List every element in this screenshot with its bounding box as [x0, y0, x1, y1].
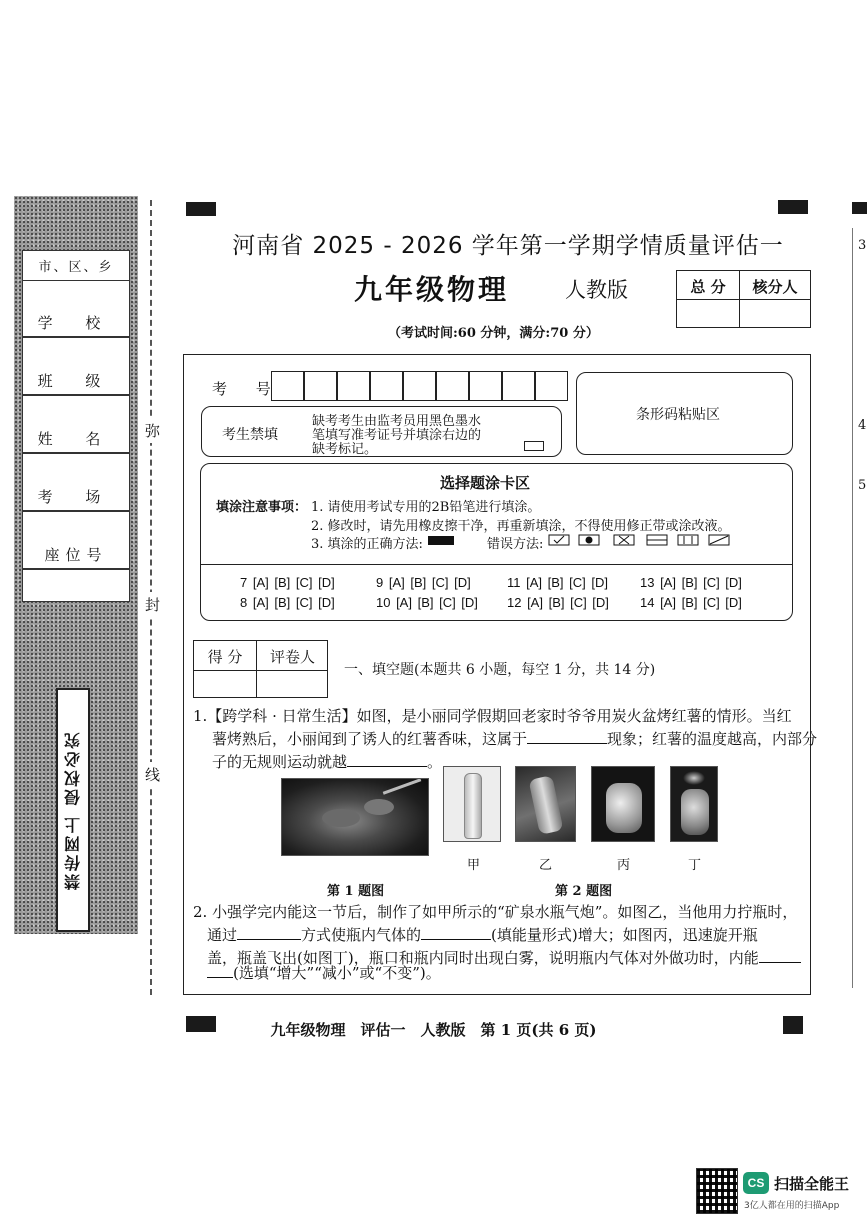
checker-cell[interactable] [740, 300, 811, 328]
wrong-mark-dot [579, 535, 599, 545]
exam-number-cell[interactable] [535, 371, 568, 401]
alignment-mark [186, 202, 216, 216]
copyright-warning-box [56, 688, 90, 932]
question-1-line [212, 751, 442, 774]
figure-label: 甲 [467, 858, 481, 873]
choice-question-options[interactable]: 10 [A] [B] [C] [D] [376, 595, 478, 610]
exam-number-cell[interactable] [370, 371, 403, 401]
question-2-text: (选填“增大”“减小”或“不变”)。 [233, 964, 441, 982]
absent-mark-box[interactable] [524, 441, 544, 451]
question-2-line [207, 924, 758, 947]
question-1-text: 。 [427, 753, 443, 771]
choice-question-options[interactable]: 9 [A] [B] [C] [D] [376, 575, 471, 590]
grader-header: 评卷人 [269, 648, 315, 666]
bottle-photo-a [443, 766, 501, 842]
field-divider [23, 395, 129, 396]
choice-question-options[interactable]: 14 [A] [B] [C] [D] [640, 595, 742, 610]
question-1-text: 子的无规则运动就越 [212, 753, 348, 771]
question-2-text: 方式使瓶内气体的 [301, 926, 422, 944]
next-page-number: 3 [858, 238, 867, 253]
wrong-fill-examples [548, 533, 732, 549]
field-divider [23, 337, 129, 338]
choice-question-options[interactable]: 11 [A] [B] [C] [D] [507, 575, 608, 590]
choice-question-options[interactable]: 7 [A] [B] [C] [D] [240, 575, 335, 590]
wrong-mark-slash [709, 535, 729, 545]
mist-shape [683, 771, 705, 785]
bottle-photo-b [515, 766, 576, 842]
wrong-mark-line [647, 535, 667, 545]
total-score-cell[interactable] [677, 300, 739, 328]
question-1-line: 1.【跨学科 · 日常生活】如图，是小丽同学假期回老家时爷爷用炭火盆烤红薯的情形。当红 [193, 707, 792, 725]
grader-table [193, 640, 328, 698]
exam-info: （考试时间:60 分钟，满分:70 分） [388, 326, 599, 341]
answer-blank[interactable] [421, 926, 491, 940]
exam-number-cell[interactable] [502, 371, 535, 401]
copyright-warning: 禁传网上 侵权必究 [63, 729, 83, 891]
field-class: 班 级 [23, 367, 129, 395]
field-room: 考 场 [23, 483, 129, 511]
bottle-shape [464, 773, 482, 839]
answer-blank[interactable] [759, 949, 801, 963]
field-seat: 座位号 [23, 541, 129, 569]
total-score-header: 总 分 [690, 278, 726, 296]
question-2-line: 2. 小强学完内能这一节后，制作了如甲所示的“矿泉水瓶气炮”。如图乙，当他用力拧瓶时， [193, 903, 798, 921]
score-header: 得 分 [207, 648, 243, 666]
choice-question-options[interactable]: 12 [A] [B] [C] [D] [507, 595, 609, 610]
grader-cell[interactable] [257, 671, 328, 698]
bottle-photo-c [591, 766, 655, 842]
question-1-line [212, 728, 817, 751]
question-2-text: (填能量形式)增大；如图丙，迅速旋开瓶 [491, 926, 758, 944]
barcode-label: 条形码粘贴区 [636, 407, 720, 423]
exam-title: 河南省 2025 - 2026 学年第一学期学情质量评估一 [232, 233, 784, 259]
exam-number-cell[interactable] [403, 371, 436, 401]
scanner-badge-text: CS [747, 1176, 765, 1190]
choice-area-divider [200, 564, 793, 565]
page-footer: 九年级物理 评估一 人教版 第 1 页(共 6 页) [270, 1021, 597, 1039]
tongs-shape [383, 778, 422, 794]
answer-blank[interactable] [527, 730, 607, 744]
wrong-mark-cross [614, 535, 634, 545]
section-heading: 一、填空题(本题共 6 小题，每空 1 分，共 14 分) [344, 662, 656, 678]
alignment-mark [852, 202, 867, 214]
question-1-text: 薯烤熟后，小丽闻到了诱人的红薯香味，这属于 [212, 730, 528, 748]
field-divider [23, 569, 129, 570]
field-divider [23, 453, 129, 454]
figure-caption-2: 第 2 题图 [555, 884, 613, 899]
field-school: 学 校 [23, 309, 129, 337]
edition-label: 人教版 [565, 278, 628, 302]
answer-blank-continued[interactable] [207, 964, 233, 978]
next-page-number: 5 [858, 478, 867, 493]
figure-label: 丙 [617, 858, 631, 873]
fill-note: 3. 填涂的正确方法: [311, 537, 423, 552]
question-2-line [207, 962, 441, 985]
question-1-text: 现象；红薯的温度越高，内部分 [607, 730, 818, 748]
seal-char: 线 [145, 762, 160, 787]
next-page-edge [852, 228, 867, 988]
wrong-mark-check [549, 535, 569, 545]
seal-char: 弥 [145, 418, 160, 443]
exam-number-label: 考 号 [212, 380, 283, 398]
answer-blank[interactable] [237, 926, 301, 940]
choice-question-options[interactable]: 13 [A] [B] [C] [D] [640, 575, 742, 590]
bottle-shape [681, 789, 709, 835]
correct-fill-example [428, 536, 454, 545]
seal-char: 封 [145, 592, 160, 617]
sweet-potato-shape [364, 799, 394, 815]
student-info-box [22, 250, 130, 602]
total-score-table [676, 270, 811, 328]
fill-note: 1. 请使用考试专用的2B铅笔进行填涂。 [311, 500, 541, 515]
field-district: 市、区、乡 [23, 251, 129, 281]
sweet-potato-shape [322, 809, 360, 827]
figure-label: 乙 [539, 858, 553, 873]
candidate-note-line: 笔填写准考证号并填涂右边的 [312, 428, 482, 443]
bottle-shape [606, 783, 642, 833]
candidate-note-line: 缺考考生由监考员用黑色墨水 [312, 414, 482, 429]
candidate-label: 考生禁填 [222, 427, 278, 443]
wrong-method-label: 错误方法: [487, 537, 544, 552]
bottle-photo-d [670, 766, 718, 842]
next-page-number: 4 [858, 418, 867, 433]
fill-note: 2. 修改时，请先用橡皮擦干净，再重新填涂，不得使用修正带或涂改液。 [311, 519, 731, 534]
qr-code [696, 1168, 738, 1214]
field-divider [23, 511, 129, 512]
subject-title: 九年级物理 [354, 273, 510, 306]
question-2-text: 盖，瓶盖飞出(如图丁)，瓶口和瓶内同时出现白雾，说明瓶内气体对外做功时，内能 [207, 949, 759, 967]
alignment-mark [778, 200, 808, 214]
figure-label: 丁 [688, 858, 702, 873]
answer-blank[interactable] [347, 753, 427, 767]
choice-question-options[interactable]: 8 [A] [B] [C] [D] [240, 595, 335, 610]
scanner-brand: 扫描全能王 [774, 1175, 850, 1193]
exam-number-cell[interactable] [304, 371, 337, 401]
candidate-note-line: 缺考标记。 [312, 442, 378, 457]
question-2-text: 通过 [207, 926, 238, 944]
wrong-mark-brackets [678, 535, 698, 545]
bottle-shape [528, 775, 563, 835]
choice-area-title: 选择题涂卡区 [440, 474, 531, 492]
score-cell[interactable] [194, 671, 256, 698]
figure-caption-1: 第 1 题图 [327, 884, 385, 899]
exam-number-cell[interactable] [337, 371, 370, 401]
charcoal-fire-photo [281, 778, 429, 856]
fill-notes-label: 填涂注意事项： [216, 500, 308, 515]
exam-number-cell[interactable] [469, 371, 502, 401]
scanner-tagline: 3亿人都在用的扫描App [744, 1201, 840, 1211]
field-name: 姓 名 [23, 425, 129, 453]
exam-number-cell[interactable] [436, 371, 469, 401]
scanner-app-icon [743, 1172, 769, 1194]
checker-header: 核分人 [752, 278, 798, 296]
exam-number-cell[interactable] [271, 371, 304, 401]
